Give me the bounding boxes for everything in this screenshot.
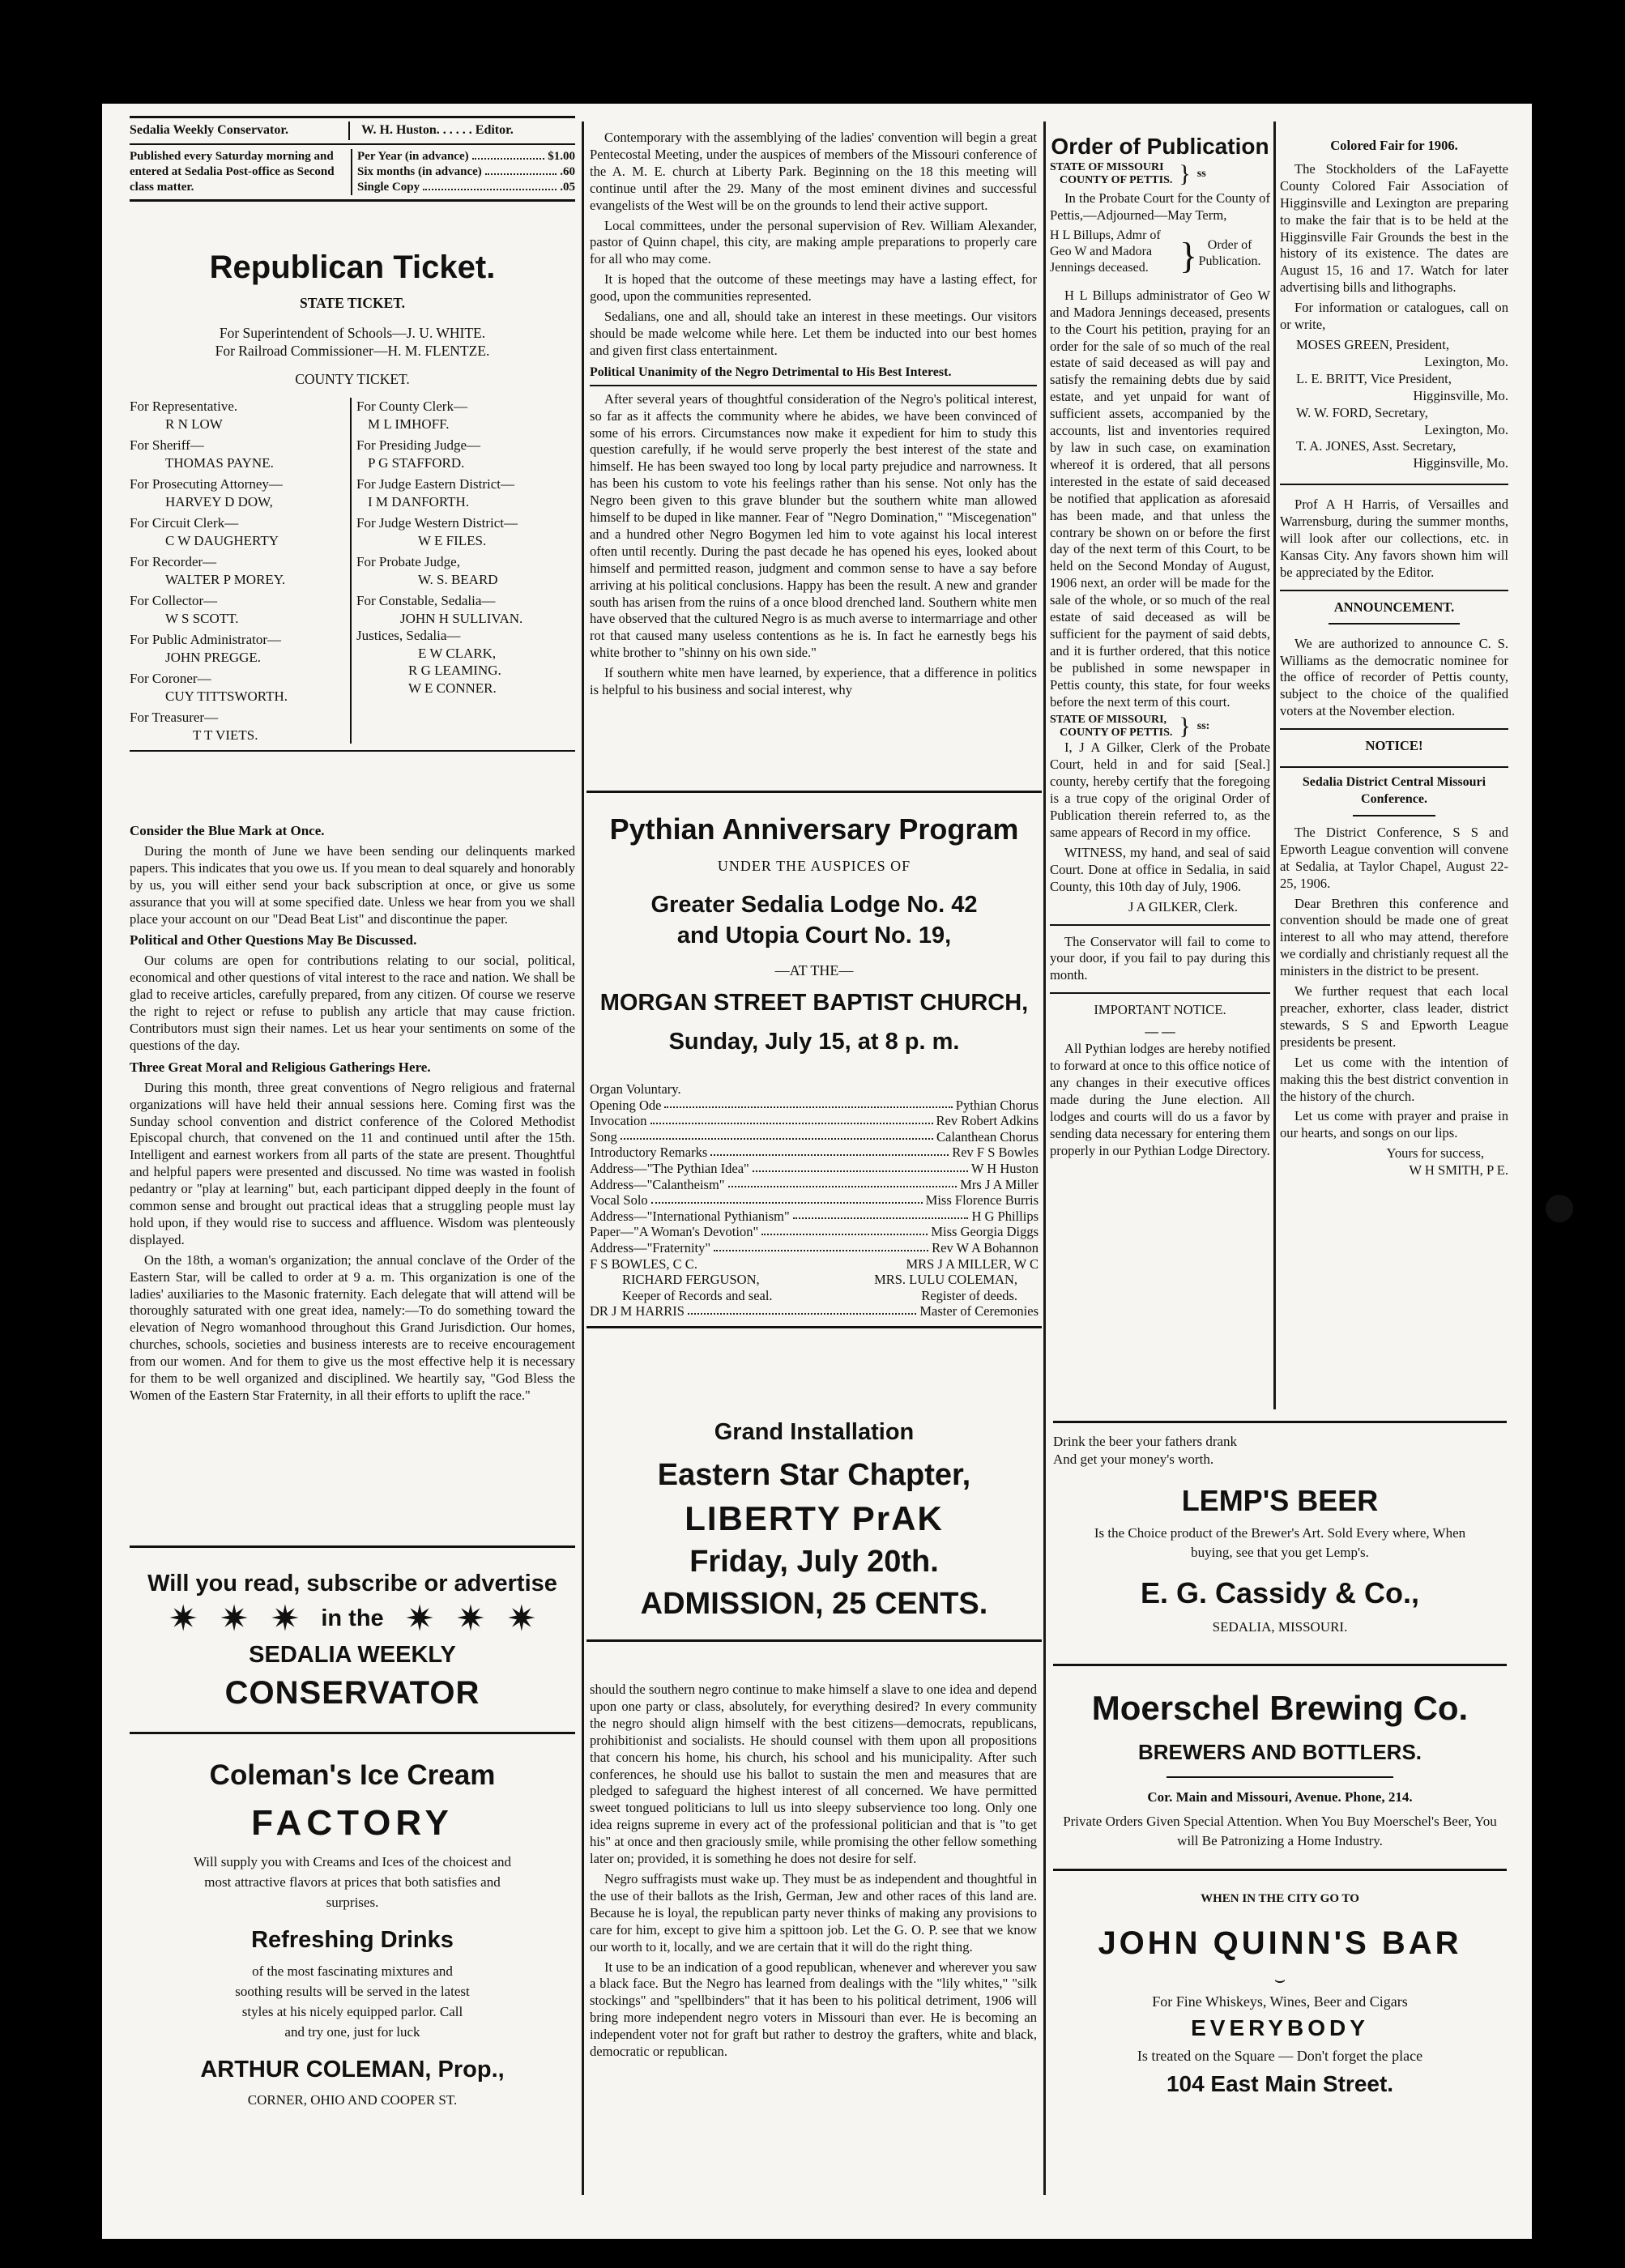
article-heading: Consider the Blue Mark at Once. — [130, 823, 325, 838]
ticket-left-column — [130, 398, 352, 744]
program-item: Opening Ode Pythian Chorus — [590, 1097, 1039, 1113]
fair-officer: T. A. JONES, Asst. Secretary, — [1296, 438, 1457, 454]
article-body: During the month of June we have been sending our delinquents marked papers. This indicates that you owe us. If you mean to deal squarely and honorably by us, you will either send your back subscription at once, or give us some assurance that you will at some specified date. Unless we hear from you we shall place your account on our "Dead Beat List" and discontinue the paper. — [130, 842, 575, 927]
announcement-heading: ANNOUNCEMENT. — [1333, 599, 1455, 615]
lemp-line: And get your money's worth. — [1053, 1452, 1214, 1467]
rate-price: .60 — [560, 164, 575, 178]
program-item: Paper—"A Woman's Devotion" Miss Georgia Diggs — [590, 1224, 1039, 1240]
coleman-title: Coleman's Ice Cream — [209, 1759, 496, 1791]
candidate-name: W E CONNER. — [408, 680, 497, 696]
ticket-title: Republican Ticket. — [209, 249, 496, 285]
john-quinn-ad: WHEN IN THE CITY GO TO JOHN QUINN'S BAR ⌣ For Fine Whiskeys, Wines, Beer and Cigars EVERYBODY Is treated on the Square — Don't forget the place 104 East Main Street. — [1053, 1892, 1507, 2097]
column-one-articles — [130, 818, 575, 1408]
office-label: For Circuit Clerk— — [130, 515, 239, 531]
office-label: For Judge Western District— — [356, 515, 518, 531]
subscribe-paper: SEDALIA WEEKLY — [249, 1642, 456, 1668]
lemp-city: SEDALIA, MISSOURI. — [1212, 1619, 1348, 1635]
fair-officer-place: Lexington, Mo. — [1424, 421, 1508, 437]
conference-text: Let us come with prayer and praise in our hearts, and songs on our lips. — [1280, 1108, 1508, 1141]
candidate-name: CUY TITTSWORTH. — [165, 688, 288, 704]
office-label: For Recorder— — [130, 554, 217, 570]
county-ticket-heading: COUNTY TICKET. — [295, 370, 410, 387]
office-label: For Treasurer— — [130, 710, 219, 726]
paper-name: Sedalia Weekly Conservator. — [130, 123, 289, 137]
coleman-text: of the most fascinating mixtures and soothing results will be served in the latest styles at his nicely equipped parlor. Call and try one, just for luck — [235, 1963, 470, 2040]
eastern-star-line: Friday, July 20th. — [689, 1545, 939, 1579]
moerschel-address: Cor. Main and Missouri, Avenue. Phone, 214. — [1147, 1789, 1413, 1805]
article-heading: Political Unanimity of the Negro Detrimental to His Best Interest. — [590, 364, 952, 379]
eastern-star-ad — [586, 1395, 1042, 1642]
program-item: Address—"International Pythianism" H G Phillips — [590, 1208, 1039, 1224]
conference-text: We further request that each local preacher, exhorter, class leader, district stewards, S S and Epworth League presidents be present. — [1280, 983, 1508, 1050]
candidate-name: JOHN H SULLIVAN. — [400, 610, 523, 626]
candidate-name: T T VIETS. — [193, 727, 258, 743]
clerk-signature: J A GILKER, Clerk. — [1128, 898, 1238, 914]
state-label: STATE OF MISSOURI — [1050, 161, 1164, 173]
fair-officer-place: Higginsville, Mo. — [1413, 455, 1508, 471]
conference-heading: Sedalia District Central Missouri — [1302, 775, 1486, 790]
rate-price: $1.00 — [548, 149, 575, 163]
lemp-firm: E. G. Cassidy & Co., — [1140, 1576, 1420, 1609]
order-of-publication: Order of Publication STATE OF MISSOURI COUNTY OF PETTIS. } ss In the Probate Court for the County of Pettis,—Adjourned—May Term, H L Billups, Admr of Geo W and Madora Jennings deceased. } Order of Publication. H L Billups administrator of Geo W and Madora Jennings deceased, presents to the Court his petition, praying for an order for the sale of so much of the real estate of said deceased as will pay and satisfy the remaining debts due by said estate, and yet unpaid for want of sufficient assets, accompanied by the accounts, list and inventories required by law in such case, on examination whereof it is ordered, that all persons interested in the estate of said deceased be notified that application as aforesaid has been made, and that unless the contrary be shown on or before the first day of the next term of this Court, to be held on the Second Monday of August, 1906 next, an order will be made for the sale of the whole, or so much of the real estate of said deceased as will be sufficient for the payment of said debts, and it is further ordered, that this notice be published in some newspaper in Pettis county, this state, for four weeks before the next term of this court. STATE OF MISSOURI, COUNTY OF PETTIS. } ss: I, J A Gilker, Clerk of the Probate Court, held in and for said [Seal.] county, hereby certify that the foregoing is a true copy of the original Order of Publication therein referred to, as the same appears of Record in my office. WITNESS, my hand, and seal of said Court. Done at office in Sedalia, in said County, this 10th day of July, 1906. J A GILKER, Clerk. The Conservator will fail to come to your door, if you fail to pay during this month. IMPORTANT NOTICE. — — All Pythian lodges are hereby notified to forward at once to this office notice of any changes in their executive offices made during the June election. All lodges and courts will do us a favor by sending data necessary for entering them properly in our Pythian Lodge Directory. — [1050, 134, 1270, 1158]
quinn-line: Is treated on the Square — Don't forget the place — [1137, 2048, 1423, 2064]
program-item: Organ Voluntary. — [590, 1081, 681, 1097]
article-body: Negro suffragists must wake up. They must be as independent and thoughtful in the use of their ballots as the Irish, German, Jew and other races of this land are. Because he is loyal, the republican party never thinks of making any provisions to care for him, except to give him a spittoon job. Let the G. O. P. see that we know our worth to it, locally, and we are certain that it will do the right thing. — [590, 1870, 1037, 1955]
pythian-court: and Utopia Court No. 19, — [676, 923, 952, 949]
conference-sign: W H SMITH, P E. — [1409, 1162, 1508, 1179]
office-label: For Presiding Judge— — [356, 437, 480, 454]
candidate-name: E W CLARK, — [418, 645, 497, 661]
coleman-text: Will supply you with Creams and Ices of the choicest and most attractive flavors at prices that both satisfies and surprises. — [193, 1854, 512, 1910]
important-body: All Pythian lodges are hereby notified to forward at once to this office notice of any changes in their executive offices made during the June election. All lodges and courts will do us a favor by sending data necessary for entering them properly in our Pythian Lodge Directory. — [1050, 1041, 1270, 1158]
moerschel-sub: BREWERS AND BOTTLERS. — [1137, 1740, 1422, 1764]
coleman-factory: FACTORY — [251, 1803, 454, 1843]
candidate-name: P G STAFFORD. — [368, 454, 465, 471]
publication-text: H L Billups administrator of Geo W and Madora Jennings deceased, presents to the Court his petition, praying for an order for the sale of so much of the real estate of said deceased as will pay and satisfy the remaining debts due by said estate, and yet unpaid for want of sufficient assets, accompanied by the accounts, list and inventories required by law in such case, on examination whereof it is ordered, that all persons interested in the estate of said deceased be notified that application as aforesaid has been made, and that unless the contrary be shown on or before the first day of the next term of this Court, to be held on the Second Monday of August, 1906 next, an order will be made for the sale of the whole, or so much of the real estate of said deceased as will be sufficient for the payment of said debts, and it is further ordered, that this notice be published in some newspaper in Pettis county, this state, for four weeks before the next term of this court. — [1050, 287, 1270, 710]
fair-officer: L. E. BRITT, Vice President, — [1296, 370, 1452, 386]
conference-text: Let us come with the intention of making this the best district convention in the history of the church. — [1280, 1054, 1508, 1104]
coleman-address: CORNER, OHIO AND COOPER ST. — [247, 2092, 458, 2108]
program-item: Vocal Solo Miss Florence Burris — [590, 1192, 1039, 1209]
quinn-everybody: EVERYBODY — [1191, 2015, 1369, 2040]
pythian-program — [586, 791, 1042, 1328]
eastern-star-line: ADMISSION, 25 CENTS. — [640, 1587, 988, 1621]
office-label: For Constable, Sedalia— — [356, 593, 496, 609]
lemp-line: Drink the beer your fathers drank — [1053, 1434, 1238, 1449]
pythian-date: Sunday, July 15, at 8 p. m. — [668, 1029, 960, 1055]
office-label: For Prosecuting Attorney— — [130, 476, 283, 492]
coleman-drinks: Refreshing Drinks — [251, 1927, 454, 1953]
candidate-name: W S SCOTT. — [165, 610, 239, 626]
candidate-name: HARVEY D DOW, — [165, 493, 273, 509]
column-rule — [1273, 122, 1276, 1409]
lemp-beer-ad — [1053, 1421, 1507, 1635]
published-note: Published every Saturday morning and entered at Sedalia Post-office as Second class matter. — [130, 149, 335, 194]
officer-line: DR J M HARRIS Master of Ceremonies — [590, 1303, 1039, 1319]
fair-text: For information or catalogues, call on or write, — [1280, 300, 1508, 333]
program-item: Address—"Calantheism" Mrs J A Miller — [590, 1176, 1039, 1192]
county-label: COUNTY OF PETTIS. — [1060, 174, 1173, 186]
publication-title: Order of Publication — [1051, 134, 1269, 159]
rate-label: Per Year (in advance) — [357, 149, 469, 163]
republican-ticket — [130, 247, 575, 752]
ss-label: ss — [1196, 168, 1206, 180]
pythian-program-list — [586, 1081, 1042, 1319]
office-label: For Collector— — [130, 593, 218, 609]
column-two-bottom — [590, 1682, 1037, 2064]
article-body: Sedalians, one and all, should take an interest in these meetings. Our visitors should be made welcome while here. Let them be inducted into our best homes and given first class entertainment. — [590, 309, 1037, 358]
article-body: should the southern negro continue to make himself a slave to one idea and depend upon one party or class, absolutely, for everything desired? In every community the negro should align himself with the best citizens—democrats, republicans, prohibitionist and socialists. He should counsel with them upon all propositions that concern his home, his church, his school and his municipality. After such conferences, he should use his ballot to sustain the men and measures that are pledged to safeguard the highest interest of all concerned. We have permitted sweet tongued politicians to lull us into sleepy subservience too long. Only one idea reigns supreme in every act of the professional politician and that is "to get his" at once and then graciously smile, while promising the other fellow something later on; provided, it is something he does not desire for self. — [590, 1682, 1037, 1867]
office-label: Justices, Sedalia— — [356, 628, 461, 644]
office-label: For Coroner— — [130, 671, 211, 687]
candidate-name: M L IMHOFF. — [368, 416, 450, 432]
candidate-name: THOMAS PAYNE. — [165, 454, 274, 471]
state-ticket-line: For Superintendent of Schools—J. U. WHITE. — [219, 324, 486, 341]
office-label: For Sheriff— — [130, 437, 204, 454]
pythian-church: MORGAN STREET BAPTIST CHURCH, — [599, 990, 1029, 1016]
state-ticket-heading: STATE TICKET. — [299, 295, 405, 311]
column-rule — [1043, 122, 1046, 2195]
fair-officer: W. W. FORD, Secretary, — [1296, 404, 1428, 420]
rate-price: .05 — [560, 180, 575, 194]
candidate-name: R N LOW — [165, 416, 223, 432]
notice-heading: NOTICE! — [1365, 738, 1423, 754]
program-item: Address—"The Pythian Idea" W H Huston — [590, 1160, 1039, 1176]
eastern-star-line: Grand Installation — [714, 1419, 915, 1445]
rate-label: Six months (in advance) — [357, 164, 482, 178]
ss-label: ss: — [1196, 720, 1210, 733]
order-label: Order of Publication. — [1198, 237, 1261, 268]
star-ornament: ✷ — [219, 1599, 250, 1639]
program-item: Address—"Fraternity" Rev W A Bohannon — [590, 1239, 1039, 1256]
pythian-at-the: —AT THE— — [774, 962, 854, 978]
quinn-title: JOHN QUINN'S BAR — [1098, 1925, 1462, 1961]
office-label: For Representative. — [130, 399, 238, 415]
fail-notice: The Conservator will fail to come to your door, if you fail to pay during this month. — [1050, 933, 1270, 983]
ticket-right-column — [352, 398, 575, 744]
quinn-line: For Fine Whiskeys, Wines, Beer and Cigars — [1152, 1993, 1408, 2010]
article-heading: Three Great Moral and Religious Gatherings Here. — [130, 1059, 431, 1075]
candidate-name: W. S. BEARD — [418, 571, 498, 587]
subscribe-conservator: CONSERVATOR — [224, 1675, 480, 1711]
star-ornament: ✷ — [404, 1599, 435, 1639]
fair-text: The Stockholders of the LaFayette County Colored Fair Association of Higginsville and Lexington are preparing to make the fair that is to be held at the Higginsville Fair Grounds the best in the history of its existence. The dates are August 15, 16 and 17. Watch for later advertising bills and lithographs. — [1280, 160, 1508, 296]
publication-parties: H L Billups, Admr of Geo W and Madora Jennings deceased. — [1050, 228, 1161, 275]
conference-heading: Conference. — [1361, 792, 1427, 806]
masthead — [130, 116, 575, 202]
pythian-title: Pythian Anniversary Program — [609, 812, 1019, 846]
coleman-ad — [130, 1758, 575, 2108]
officer-line: Keeper of Records and seal. Register of deeds. — [622, 1287, 1017, 1303]
article-body: It use to be an indication of a good republican, whenever and wherever you saw a black face. But the Negro has learned from dealings with the "lily whites," "silk stockings" and "spellbinders" that it has been to his political detriment, 1906 will bring more independent negro voters in Missouri than ever. He is becoming an independent voter not for graft but rather to destroy the grafters, white and black, democratic or republican. — [590, 1959, 1037, 2060]
eastern-star-line: Eastern Star Chapter, — [657, 1458, 971, 1492]
article-body: During this month, three great conventions of Negro religious and fraternal organizations will have held their annual sessions here. Coming first was the Sunday school convention and district conference of the Colored Methodist Episcopal church, that convened on the 11 and continued until after the 15th. Intelligent and earnest workers from all parts of the state are present. Thoughtful and helpful papers were presented and discussed. No time was wasted in foolish pedantry or "play at learning" but, each participant dipped deeply in the fount of common sense and brought out practical ideas that a struggling people must lay hold upon, if they would rise to success and affluence. Wisdom was plenteously displayed. — [130, 1079, 575, 1247]
pythian-lodge: Greater Sedalia Lodge No. 42 — [650, 892, 978, 918]
publication-text: I, J A Gilker, Clerk of the Probate Court, held in and for said [Seal.] county, hereby certify that the foregoing is a true copy of the original Order of Publication therein referred to, as the same appears of Record in my office. — [1050, 740, 1270, 840]
important-heading: IMPORTANT NOTICE. — [1094, 1002, 1226, 1018]
office-label: For County Clerk— — [356, 399, 467, 415]
quinn-line: WHEN IN THE CITY GO TO — [1201, 1892, 1359, 1905]
fair-officer: MOSES GREEN, President, — [1296, 336, 1449, 352]
candidate-name: W E FILES. — [418, 532, 487, 548]
program-item: Invocation Rev Robert Adkins — [590, 1113, 1039, 1129]
moerschel-ad — [1053, 1664, 1507, 1871]
state-label: STATE OF MISSOURI, — [1050, 714, 1167, 727]
office-label: For Probate Judge, — [356, 554, 460, 570]
quinn-address: 104 East Main Street. — [1166, 2071, 1394, 2096]
program-item: Song Calanthean Chorus — [590, 1128, 1039, 1145]
column-rule — [582, 122, 584, 2195]
county-label: COUNTY OF PETTIS. — [1060, 727, 1173, 740]
moerschel-text: Private Orders Given Special Attention. When You Buy Moerschel's Beer, You will Be Patronizing a Home Industry. — [1063, 1814, 1497, 1848]
conference-sign: Yours for success, — [1386, 1145, 1484, 1162]
fair-officer-place: Lexington, Mo. — [1424, 353, 1508, 369]
rate-label: Single Copy — [357, 180, 420, 194]
article-body: It is hoped that the outcome of these meetings may have a lasting effect, for good, upon the communities represented. — [590, 271, 1037, 305]
punch-hole-mark — [1546, 1195, 1573, 1222]
officer-line: F S BOWLES, C C. MRS J A MILLER, W C — [590, 1256, 1039, 1272]
subscribe-in-the: in the — [321, 1605, 384, 1631]
column-four — [1280, 138, 1508, 1179]
officer-line: RICHARD FERGUSON, MRS. LULU COLEMAN, — [622, 1272, 1017, 1288]
article-body: Local committees, under the personal supervision of Rev. William Alexander, pastor of Quinn chapel, this city, are making ample preparations to properly care for all who may come. — [590, 217, 1037, 267]
rates-table — [351, 149, 575, 195]
conference-text: The District Conference, S S and Epworth League convention will convene at Sedalia, at Taylor Chapel, August 22-25, 1906. — [1280, 824, 1508, 891]
star-ornament: ✷ — [168, 1599, 198, 1639]
candidate-name: JOHN PREGGE. — [165, 649, 262, 665]
article-heading: Political and Other Questions May Be Discussed. — [130, 932, 417, 949]
moerschel-title: Moerschel Brewing Co. — [1091, 1689, 1469, 1727]
article-body: After several years of thoughtful consideration of the Negro's political interest, so far as it affects the community where he abides, we have been convinced of some of his errors. Circumstances now make it expedient for him to study this question carefully, if he would serve properly the best interest of the state and himself. He has been swayed too long by local party prejudice and narrowness. It has been his custom to vote his feelings rather than his sense. Not only has the Negro been given to this grave blunder but the southern white man allowed himself to be duped in like manner. Fear of "Negro Domination," "Miscegenation" and a hundred other Negro Bogymen led him to vote against his local interest often until recently. During the past decade he has opened his eyes, looked about himself and permitted reason, judgment and common sense to have a say before arriving at his political conclusions. Happy has been the result. A new and grander south has arisen from the ruins of a once blood drenched land. Southern white men have observed that the cultured Negro is as much averse to intermarriage and other rot that caused many useless contentions as he is. In fact he earnestly begs his white brother to "shinny on his own side." — [590, 390, 1037, 661]
subscribe-line: Will you read, subscribe or advertise — [147, 1571, 557, 1597]
subscribe-ad — [130, 1545, 575, 1734]
article-body: If southern white men have learned, by experience, that a difference in politics is helpful to his business and social interest, why — [590, 665, 1037, 698]
publication-text: In the Probate Court for the County of Pettis,—Adjourned—May Term, — [1050, 190, 1270, 223]
candidate-name: C W DAUGHERTY — [165, 532, 279, 548]
lemp-text: Is the Choice product of the Brewer's Art. Sold Every where, When buying, see that you get Lemp's. — [1094, 1525, 1466, 1560]
candidate-name: I M DANFORTH. — [368, 493, 470, 509]
publication-text: WITNESS, my hand, and seal of said Court. Done at office in Sedalia, in said County, this 10th day of July, 1906. — [1050, 844, 1270, 894]
column-two-top — [590, 130, 1037, 702]
harris-note: Prof A H Harris, of Versailles and Warrensburg, during the summer months, will look after our collections, etc. in Kansas City. Any favors shown him will be appreciated by the Editor. — [1280, 497, 1508, 580]
candidate-name: R G LEAMING. — [408, 663, 501, 679]
star-ornament: ✷ — [506, 1599, 537, 1639]
article-body: Contemporary with the assemblying of the ladies' convention will begin a great Pentecostal Meeting, under the auspices of members of the Missouri conference of the A. M. E. church at Liberty Park. Beginning on the 18 this meeting will continue until after the 29. Many of the most eminent divines and successful evangelists of the West will be on the grounds to lend their active support. — [590, 130, 1037, 213]
candidate-name: WALTER P MOREY. — [165, 571, 286, 587]
state-ticket-line: For Railroad Commissioner—H. M. FLENTZE. — [215, 343, 490, 360]
editor-line: W. H. Huston. . . . . . Editor. — [348, 122, 514, 140]
announcement-text: We are authorized to announce C. S. Williams as the democratic nominee for the office of recorder of Pettis county, subject to the choice of the qualified voters at the November election. — [1280, 635, 1508, 719]
article-body: On the 18th, a woman's organization; the annual conclave of the Order of the Eastern Star, will be called to order at 9 a. m. This organization is one of the ladies' auxiliaries to the Masonic fraternity. Each delegate that will attend will be thoroughly saturated with one great idea, namely:—To do something toward the elevation of Negro womanhood throughout this Grand Jurisdiction. Our homes, churches, schools, societies and business interests are to receive encouragement from our women. And for them to give us the most effective help it is necessary for them to be well organized and disciplined. We heartily say, "God Bless the Women of the Eastern Star Fraternity, in all their efforts to uplift the race." — [130, 1251, 575, 1403]
fair-heading: Colored Fair for 1906. — [1330, 138, 1458, 153]
fair-officer-place: Higginsville, Mo. — [1413, 387, 1508, 403]
article-body: Our colums are open for contributions relating to our social, political, economical and other questions of vital interest to the race and nation. We shall be glad to receive articles, carefully prepared, from any citizen. Of course we reserve the right to reject or refuse to publish any article that may cause friction. Contributors must sign their names. Let us hear your sentiments on some of the questions of the day. — [130, 953, 575, 1053]
office-label: For Public Administrator— — [130, 632, 281, 648]
star-ornament: ✷ — [270, 1599, 301, 1639]
conference-text: Dear Brethren this conference and convention should be made one of great interest to all who may attend, therefore we cordially and christianly request all the ministers in the district to be present. — [1280, 895, 1508, 979]
star-ornament: ✷ — [455, 1599, 486, 1639]
coleman-prop: ARTHUR COLEMAN, Prop., — [200, 2057, 505, 2083]
office-label: For Judge Eastern District— — [356, 476, 514, 492]
eastern-star-line: LIBERTY PrAK — [685, 1499, 944, 1537]
lemp-title: LEMP'S BEER — [1181, 1484, 1379, 1517]
pythian-auspices: UNDER THE AUSPICES OF — [717, 858, 911, 874]
program-item: Introductory Remarks Rev F S Bowles — [590, 1145, 1039, 1161]
